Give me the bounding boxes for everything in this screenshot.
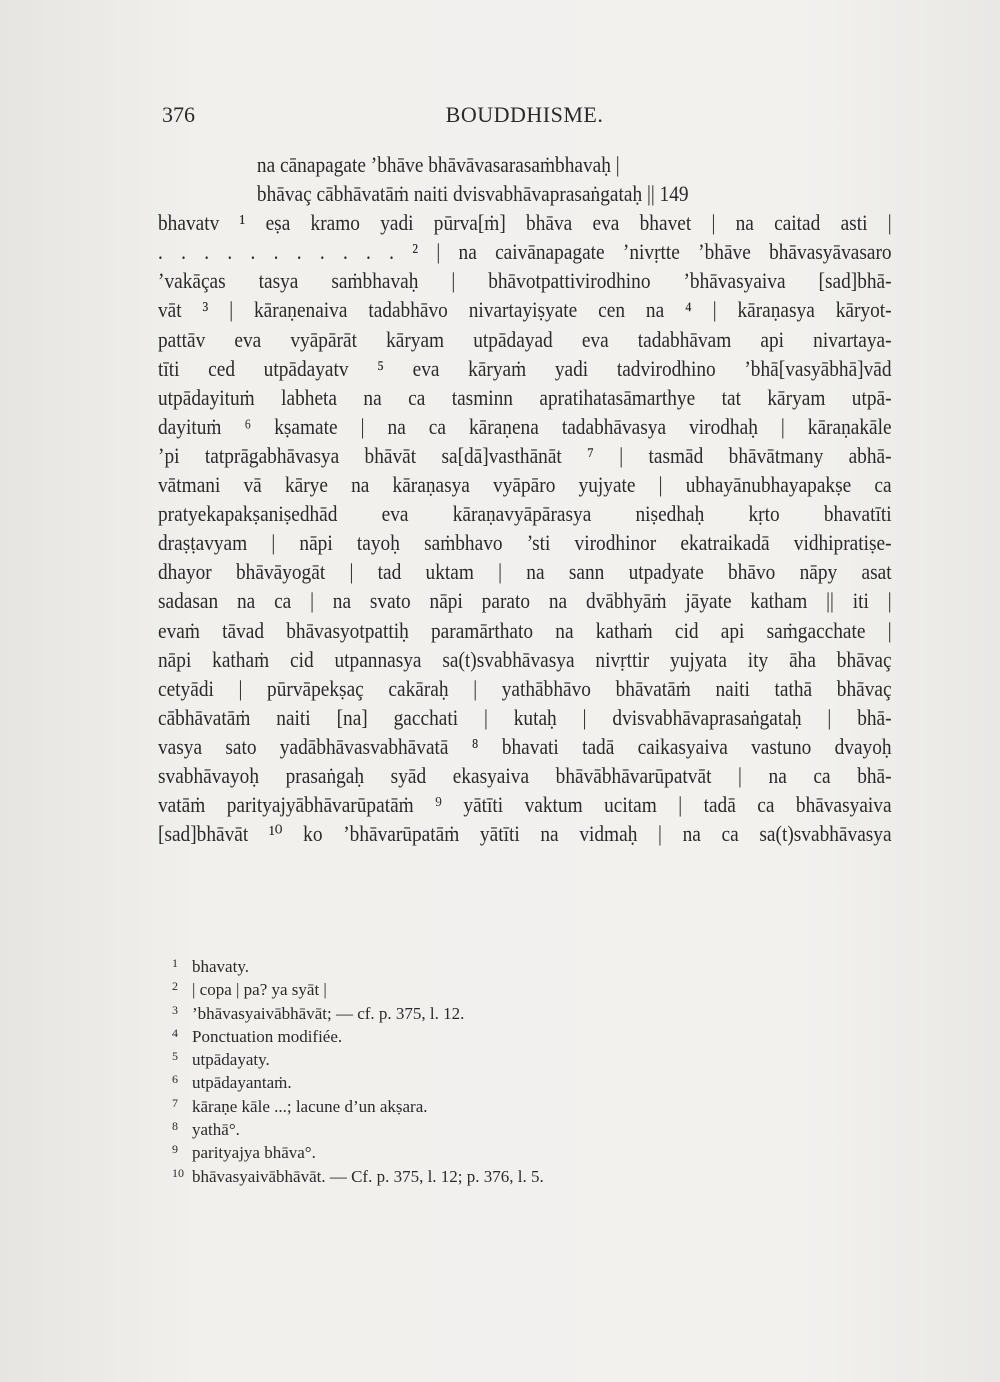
page-header (162, 102, 887, 132)
text-line: pratyekapakṣaniṣedhād eva kāraṇavyāpārasya niṣedhaḥ kṛto bhavatīti (158, 501, 892, 527)
footnote-number: 7 (172, 1095, 178, 1110)
footnote-text: utpādayantaṁ. (192, 1073, 292, 1093)
text-line: . . . . . . . . . . . ² | na caivānapagate ’nivṛtte ’bhāve bhāvasyāvasaro (158, 239, 892, 265)
footnote-text: Ponctuation modifiée. (192, 1026, 343, 1046)
text-line: evaṁ tāvad bhāvasyotpattiḥ paramārthato na kathaṁ cid api saṁgacchate | (158, 617, 892, 643)
text-line: bhāvaç cābhāvatāṁ naiti dvisvabhāvaprasaṅgataḥ || 149 (256, 181, 689, 207)
footnote-number: 5 (172, 1049, 178, 1064)
text-line: draṣṭavyam | nāpi tayoḥ saṁbhavo ’sti virodhinor ekatraikadā vidhipratiṣe- (158, 530, 892, 556)
text-line: ’pi tatprāgabhāvasya bhāvāt sa[dā]vasthānāt ⁷ | tasmād bhāvātmany abhā- (158, 442, 892, 468)
text-line: svabhāvayoḥ prasaṅgaḥ syād ekasyaiva bhāvābhāvarūpatvāt | na ca bhā- (158, 762, 892, 788)
footnote-text: kāraṇe kāle ...; lacune d’un akṣara. (192, 1096, 428, 1116)
text-line: utpādayituṁ labheta na ca tasminn apratihatasāmarthye tat kāryam utpā- (158, 384, 892, 410)
text-line: cetyādi | pūrvāpekṣaç cakāraḥ | yathābhāvo bhāvatāṁ naiti tathā bhāvaç (158, 675, 892, 701)
footnote (172, 952, 544, 975)
text-line: pattāv eva vyāpārāt kāryam utpādayad eva tadabhāvam api nivartaya- (158, 326, 892, 352)
footnote-number: 8 (172, 1119, 178, 1134)
footnote-text: utpādayaty. (192, 1050, 270, 1070)
footnote-number: 4 (172, 1025, 178, 1040)
footnote-text: ’bhāvasyaivābhāvāt; — cf. p. 375, l. 12. (192, 1003, 465, 1023)
text-line: na cānapagate ’bhāve bhāvāvasarasaṁbhavaḥ | (256, 152, 620, 177)
footnote (172, 1138, 544, 1161)
text-line: vātmani vā kārye na kāraṇasya vyāpāro yujyate | ubhayānubhayapakṣe ca (158, 472, 892, 498)
footnote-number: 3 (172, 1002, 178, 1017)
text-line: cābhāvatāṁ naiti [na] gacchati | kutaḥ | dvisvabhāvaprasaṅgataḥ | bhā- (158, 704, 892, 730)
text-line: bhavatv ¹ eṣa kramo yadi pūrva[ṁ] bhāva eva bhavet | na caitad asti | (158, 210, 892, 236)
footnotes (172, 952, 544, 1185)
page-number: 376 (162, 102, 195, 127)
footnote-number: 10 (172, 1165, 184, 1180)
text-line: [sad]bhāvāt ¹⁰ ko ’bhāvarūpatāṁ yātīti na vidmaḥ | na ca sa(t)svabhāvasya (158, 821, 892, 847)
footnote-number: 1 (172, 956, 178, 970)
footnote-number: 9 (172, 1142, 178, 1157)
running-title: BOUDDHISME. (445, 102, 604, 127)
footnote (172, 1115, 544, 1138)
footnote-text: | copa | pa? ya syāt | (192, 980, 327, 1000)
text-line: nāpi kathaṁ cid utpannasya sa(t)svabhāvasya nivṛttir yujyata ity āha bhāvaç (158, 646, 892, 672)
text-line: vatāṁ parityajyābhāvarūpatāṁ ⁹ yātīti vaktum ucitam | tadā ca bhāvasyaiva (158, 792, 892, 818)
footnote (172, 1162, 544, 1185)
text-line: dhayor bhāvāyogāt | tad uktam | na sann utpadyate bhāvo nāpy asat (158, 559, 892, 585)
footnote-text: bhāvasyaivābhāvāt. — Cf. p. 375, l. 12; p. 376, l. 5. (192, 1166, 544, 1186)
text-line: vasya sato yadābhāvasvabhāvatā ⁸ bhavati tadā caikasyaiva vastuno dvayoḥ (158, 733, 892, 759)
text-line: tīti ced utpādayatv ⁵ eva kāryaṁ yadi tadvirodhino ’bhā[vasyābhā]vād (158, 355, 892, 381)
text-line: sadasan na ca | na svato nāpi parato na dvābhyāṁ jāyate katham || iti | (158, 588, 892, 614)
footnote (172, 1068, 544, 1091)
footnote-text: parityajya bhāva°. (192, 1143, 316, 1163)
text-line: dayituṁ ⁶ kṣamate | na ca kāraṇena tadabhāvasya virodhaḥ | kāraṇakāle (158, 413, 892, 439)
footnote (172, 1092, 544, 1115)
footnote-number: 2 (172, 979, 178, 994)
footnote (172, 975, 544, 998)
footnote (172, 1045, 544, 1068)
text-line: ’vakāças tasya saṁbhavaḥ | bhāvotpattivirodhino ’bhāvasyaiva [sad]bhā- (158, 268, 892, 294)
footnote (172, 999, 544, 1022)
footnote-number: 6 (172, 1072, 178, 1087)
body-text (158, 150, 892, 848)
text-line: vāt ³ | kāraṇenaiva tadabhāvo nivartayiṣyate cen na ⁴ | kāraṇasya kāryot- (158, 297, 892, 323)
footnote (172, 1022, 544, 1045)
footnote-text: bhavaty. (192, 957, 249, 976)
footnote-text: yathā°. (192, 1120, 240, 1140)
